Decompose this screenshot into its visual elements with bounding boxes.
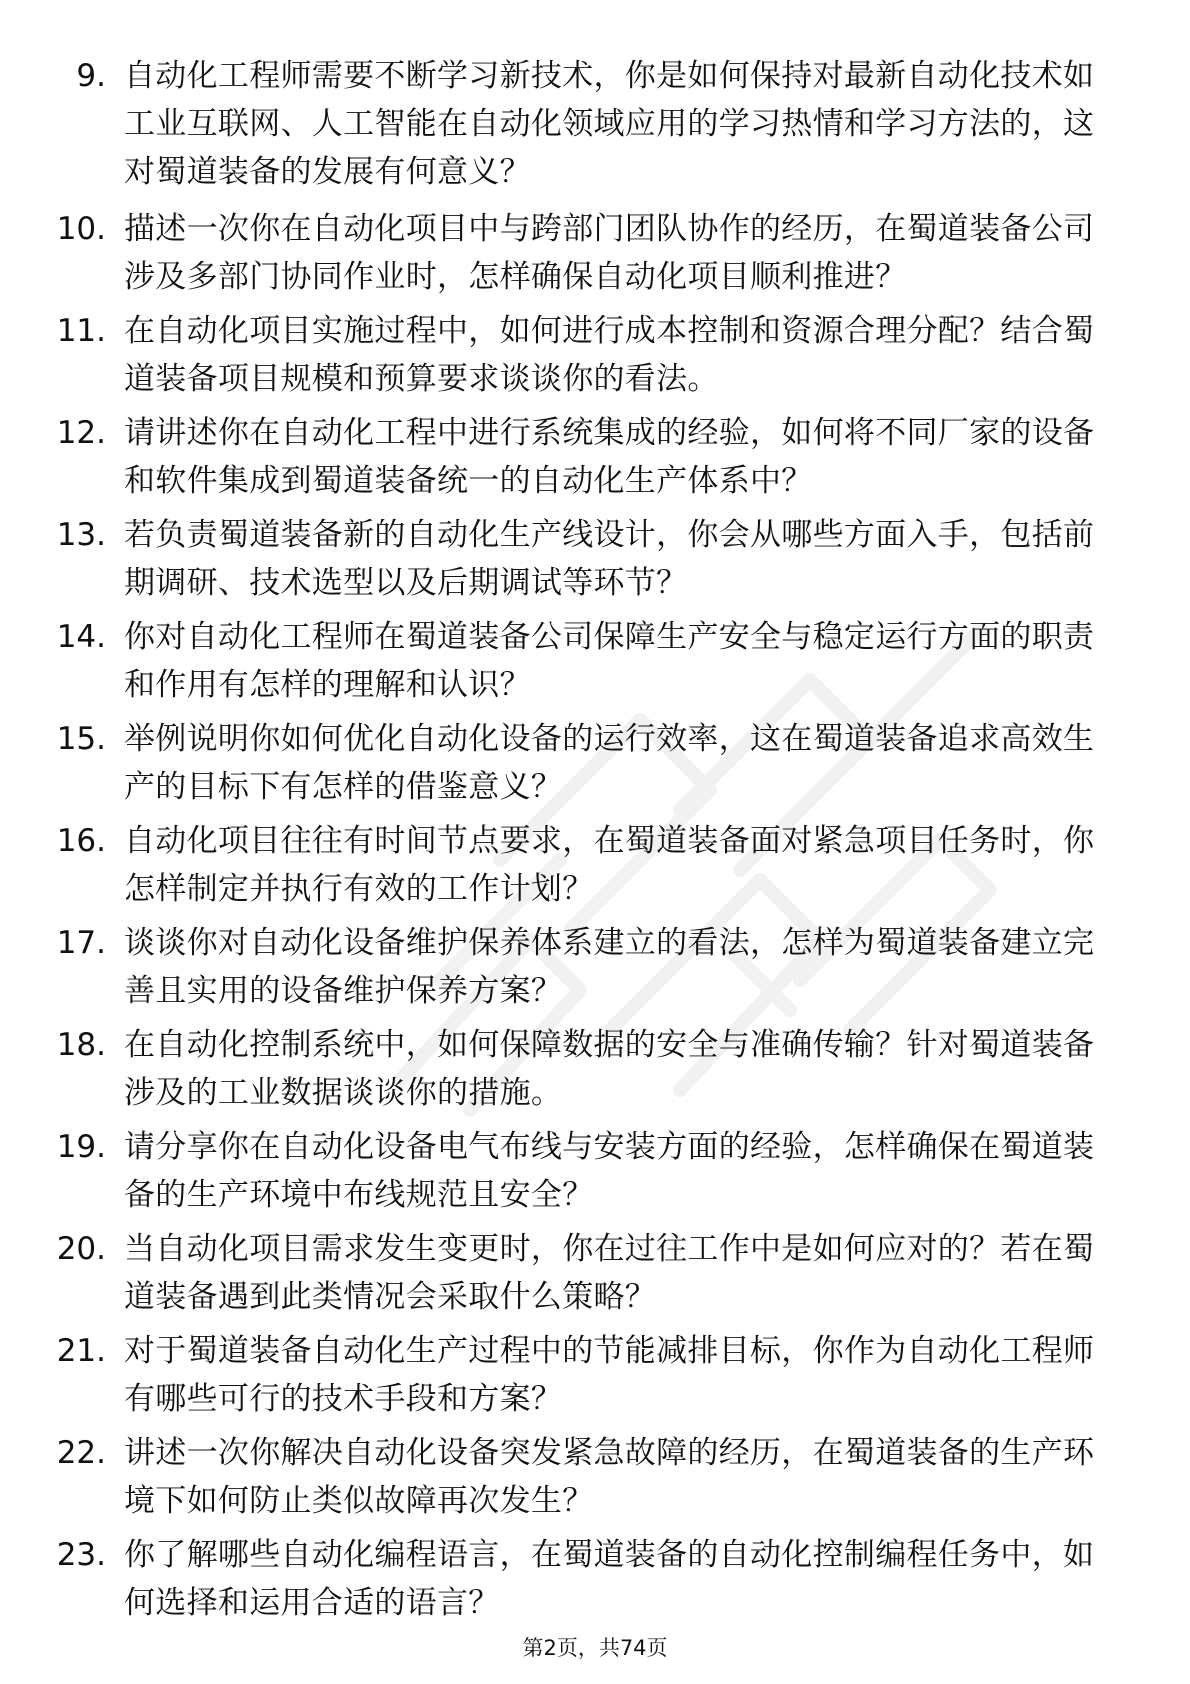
question-text: 请讲述你在自动化工程中进行系统集成的经验，如何将不同厂家的设备和软件集成到蜀道装备统一的自动化生产体系中？ (124, 415, 1095, 499)
list-item (0, 1429, 1190, 1531)
question-number: 23. (56, 1537, 106, 1573)
question-text: 谈谈你对自动化设备维护保养体系建立的看法，怎样为蜀道装备建立完善且实用的设备维护保养方案？ (124, 925, 1095, 1009)
question-text: 自动化项目往往有时间节点要求，在蜀道装备面对紧急项目任务时，你怎样制定并执行有效的工作计划？ (124, 823, 1095, 907)
question-number: 19. (56, 1129, 106, 1165)
list-item (0, 1021, 1190, 1123)
question-number: 11. (56, 313, 106, 349)
question-number: 20. (56, 1231, 106, 1267)
list-item (0, 1123, 1190, 1225)
question-number: 13. (56, 517, 106, 553)
list-item (0, 409, 1190, 511)
question-text: 讲述一次你解决自动化设备突发紧急故障的经历，在蜀道装备的生产环境下如何防止类似故障再次发生？ (124, 1435, 1095, 1519)
list-item (0, 307, 1190, 409)
list-item (0, 52, 1190, 205)
question-text: 你对自动化工程师在蜀道装备公司保障生产安全与稳定运行方面的职责和作用有怎样的理解和认识？ (124, 619, 1095, 703)
page-footer: 第2页，共74页 (522, 1636, 668, 1660)
question-text: 在自动化控制系统中，如何保障数据的安全与准确传输？针对蜀道装备涉及的工业数据谈谈你的措施。 (124, 1027, 1095, 1111)
question-text: 若负责蜀道装备新的自动化生产线设计，你会从哪些方面入手，包括前期调研、技术选型以及后期调试等环节？ (124, 517, 1095, 601)
question-list (0, 52, 1190, 1633)
list-item (0, 715, 1190, 817)
question-number: 12. (56, 415, 106, 451)
question-number: 21. (56, 1333, 106, 1369)
question-text: 对于蜀道装备自动化生产过程中的节能减排目标，你作为自动化工程师有哪些可行的技术手段和方案？ (124, 1333, 1095, 1417)
question-text: 当自动化项目需求发生变更时，你在过往工作中是如何应对的？若在蜀道装备遇到此类情况会采取什么策略？ (124, 1231, 1095, 1315)
list-item (0, 1531, 1190, 1633)
question-text: 请分享你在自动化设备电气布线与安装方面的经验，怎样确保在蜀道装备的生产环境中布线规范且安全？ (124, 1129, 1095, 1213)
list-item (0, 919, 1190, 1021)
question-text: 举例说明你如何优化自动化设备的运行效率，这在蜀道装备追求高效生产的目标下有怎样的借鉴意义？ (124, 721, 1095, 805)
list-item (0, 1327, 1190, 1429)
list-item (0, 205, 1190, 307)
list-item (0, 1225, 1190, 1327)
question-number: 9. (76, 58, 106, 94)
question-text: 自动化工程师需要不断学习新技术，你是如何保持对最新自动化技术如工业互联网、人工智能在自动化领域应用的学习热情和学习方法的，这对蜀道装备的发展有何意义？ (124, 58, 1095, 190)
question-number: 10. (56, 211, 106, 247)
list-item (0, 613, 1190, 715)
question-text: 你了解哪些自动化编程语言，在蜀道装备的自动化控制编程任务中，如何选择和运用合适的语言？ (124, 1537, 1095, 1621)
question-text: 描述一次你在自动化项目中与跨部门团队协作的经历，在蜀道装备公司涉及多部门协同作业时，怎样确保自动化项目顺利推进？ (124, 211, 1095, 295)
question-text: 在自动化项目实施过程中，如何进行成本控制和资源合理分配？结合蜀道装备项目规模和预算要求谈谈你的看法。 (124, 313, 1095, 397)
question-number: 16. (56, 823, 106, 859)
list-item (0, 817, 1190, 919)
list-item (0, 511, 1190, 613)
question-number: 22. (56, 1435, 106, 1471)
question-number: 17. (56, 925, 106, 961)
question-number: 14. (56, 619, 106, 655)
question-number: 18. (56, 1027, 106, 1063)
question-number: 15. (56, 721, 106, 757)
